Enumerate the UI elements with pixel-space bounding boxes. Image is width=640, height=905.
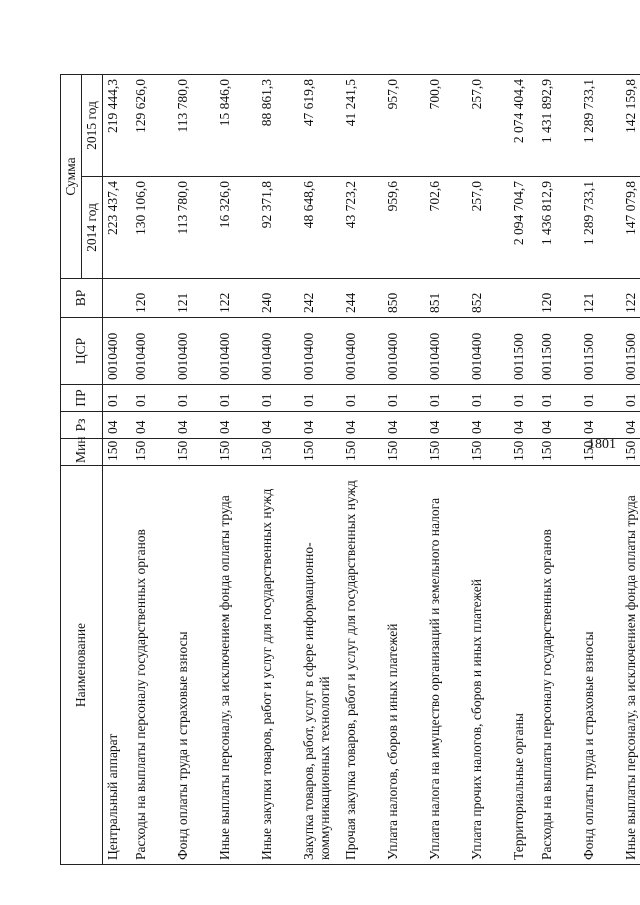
row-vr: 240: [257, 279, 299, 318]
row-name: Фонд оплаты труда и страховые взносы: [173, 466, 215, 865]
row-pr: 01: [621, 385, 640, 412]
row-name: Иные закупки товаров, работ и услуг для государственных нужд: [257, 466, 299, 865]
row-sum-2014: 959,6: [383, 177, 425, 279]
table-row: [131, 75, 173, 865]
row-rz: 04: [102, 412, 131, 439]
row-name: Фонд оплаты труда и страховые взносы: [579, 466, 621, 865]
header-csr: ЦСР: [61, 318, 103, 385]
header-rz: Рз: [61, 412, 103, 439]
row-rz: 04: [621, 412, 640, 439]
row-sum-2014: 223 437,4: [102, 177, 131, 279]
row-sum-2015: 142 159,8: [621, 75, 640, 177]
table-row: [621, 75, 640, 865]
row-sum-2015: 1 431 892,9: [537, 75, 579, 177]
row-name: Расходы на выплаты персоналу государственных органов: [537, 466, 579, 865]
row-name: Иные выплаты персоналу, за исключением фонда оплаты труда: [621, 466, 640, 865]
row-pr: 01: [173, 385, 215, 412]
row-csr: 0011500: [621, 318, 640, 385]
row-sum-2015: 957,0: [383, 75, 425, 177]
table-row: [299, 75, 341, 865]
row-vr: 121: [173, 279, 215, 318]
row-vr: 120: [537, 279, 579, 318]
row-min: 150: [425, 439, 467, 466]
row-pr: 01: [102, 385, 131, 412]
table-row: [509, 75, 537, 865]
row-rz: 04: [257, 412, 299, 439]
header-pr: ПР: [61, 385, 103, 412]
row-csr: 0010400: [299, 318, 341, 385]
row-csr: 0010400: [383, 318, 425, 385]
header-min: Мин: [61, 439, 103, 466]
row-csr: 0010400: [215, 318, 257, 385]
row-csr: 0010400: [425, 318, 467, 385]
table-row: [425, 75, 467, 865]
row-name: Территориальные органы: [509, 466, 537, 865]
row-rz: 04: [341, 412, 383, 439]
header-row: [61, 75, 82, 865]
row-min: 150: [621, 439, 640, 466]
row-pr: 01: [467, 385, 509, 412]
row-vr: 851: [425, 279, 467, 318]
table-row: [537, 75, 579, 865]
row-vr: 121: [579, 279, 621, 318]
row-csr: 0011500: [537, 318, 579, 385]
row-pr: 01: [509, 385, 537, 412]
row-vr: [509, 279, 537, 318]
row-min: 150: [299, 439, 341, 466]
row-csr: 0010400: [341, 318, 383, 385]
page-number: 1801: [588, 437, 616, 452]
row-name: Уплата налога на имущество организаций и земельного налога: [425, 466, 467, 865]
table-row: [341, 75, 383, 865]
table-row: [102, 75, 131, 865]
row-sum-2015: 2 074 404,4: [509, 75, 537, 177]
row-name: Расходы на выплаты персоналу государственных органов: [131, 466, 173, 865]
row-vr: 244: [341, 279, 383, 318]
row-min: 150: [131, 439, 173, 466]
row-rz: 04: [537, 412, 579, 439]
row-rz: 04: [383, 412, 425, 439]
row-sum-2014: 130 106,0: [131, 177, 173, 279]
row-vr: [102, 279, 131, 318]
row-rz: 04: [173, 412, 215, 439]
row-pr: 01: [257, 385, 299, 412]
row-min: 150: [215, 439, 257, 466]
row-rz: 04: [299, 412, 341, 439]
row-pr: 01: [579, 385, 621, 412]
row-pr: 01: [425, 385, 467, 412]
header-year-2015: 2015 год: [81, 75, 102, 177]
row-pr: 01: [131, 385, 173, 412]
row-sum-2015: 257,0: [467, 75, 509, 177]
header-sum: Сумма: [61, 75, 82, 279]
row-rz: 04: [579, 412, 621, 439]
row-rz: 04: [509, 412, 537, 439]
table-row: [383, 75, 425, 865]
row-csr: 0010400: [102, 318, 131, 385]
header-vr: ВР: [61, 279, 103, 318]
header-year-2014: 2014 год: [81, 177, 102, 279]
row-name: Уплата налогов, сборов и иных платежей: [383, 466, 425, 865]
row-name: Закупка товаров, работ, услуг в сфере информационно-коммуникационных технологий: [299, 466, 341, 865]
row-sum-2014: 92 371,8: [257, 177, 299, 279]
budget-table: [60, 74, 640, 865]
row-sum-2014: 702,6: [425, 177, 467, 279]
row-min: 150: [509, 439, 537, 466]
row-sum-2015: 47 619,8: [299, 75, 341, 177]
row-vr: 242: [299, 279, 341, 318]
row-csr: 0010400: [131, 318, 173, 385]
row-rz: 04: [467, 412, 509, 439]
row-sum-2015: 129 626,0: [131, 75, 173, 177]
row-sum-2014: 2 094 704,7: [509, 177, 537, 279]
row-sum-2014: 1 436 812,9: [537, 177, 579, 279]
table-row: [173, 75, 215, 865]
row-vr: 852: [467, 279, 509, 318]
header-name: Наименование: [61, 466, 103, 865]
row-sum-2015: 15 846,0: [215, 75, 257, 177]
row-sum-2015: 41 241,5: [341, 75, 383, 177]
row-sum-2014: 257,0: [467, 177, 509, 279]
row-min: 150: [102, 439, 131, 466]
row-sum-2015: 700,0: [425, 75, 467, 177]
row-csr: 0010400: [257, 318, 299, 385]
table-row: [579, 75, 621, 865]
row-csr: 0011500: [579, 318, 621, 385]
row-rz: 04: [425, 412, 467, 439]
row-vr: 850: [383, 279, 425, 318]
row-sum-2015: 113 780,0: [173, 75, 215, 177]
row-sum-2014: 147 079,8: [621, 177, 640, 279]
row-sum-2015: 219 444,3: [102, 75, 131, 177]
table-row: [215, 75, 257, 865]
row-pr: 01: [341, 385, 383, 412]
row-min: 150: [173, 439, 215, 466]
row-sum-2014: 113 780,0: [173, 177, 215, 279]
row-name: Прочая закупка товаров, работ и услуг для государственных нужд: [341, 466, 383, 865]
row-pr: 01: [215, 385, 257, 412]
row-sum-2014: 1 289 733,1: [579, 177, 621, 279]
row-pr: 01: [383, 385, 425, 412]
row-pr: 01: [537, 385, 579, 412]
row-csr: 0011500: [509, 318, 537, 385]
row-name: Уплата прочих налогов, сборов и иных платежей: [467, 466, 509, 865]
row-sum-2015: 1 289 733,1: [579, 75, 621, 177]
row-name: Иные выплаты персоналу, за исключением фонда оплаты труда: [215, 466, 257, 865]
row-sum-2014: 48 648,6: [299, 177, 341, 279]
row-vr: 122: [215, 279, 257, 318]
row-rz: 04: [215, 412, 257, 439]
row-rz: 04: [131, 412, 173, 439]
row-vr: 120: [131, 279, 173, 318]
row-min: 150: [383, 439, 425, 466]
row-vr: 122: [621, 279, 640, 318]
row-pr: 01: [299, 385, 341, 412]
row-min: 150: [467, 439, 509, 466]
row-csr: 0010400: [467, 318, 509, 385]
row-min: 150: [537, 439, 579, 466]
row-sum-2015: 88 861,3: [257, 75, 299, 177]
table-row: [257, 75, 299, 865]
row-csr: 0010400: [173, 318, 215, 385]
row-sum-2014: 43 723,2: [341, 177, 383, 279]
row-min: 150: [341, 439, 383, 466]
table-row: [467, 75, 509, 865]
row-name: Центральный аппарат: [102, 466, 131, 865]
row-min: 150: [257, 439, 299, 466]
row-min: 150: [579, 439, 621, 466]
row-sum-2014: 16 326,0: [215, 177, 257, 279]
